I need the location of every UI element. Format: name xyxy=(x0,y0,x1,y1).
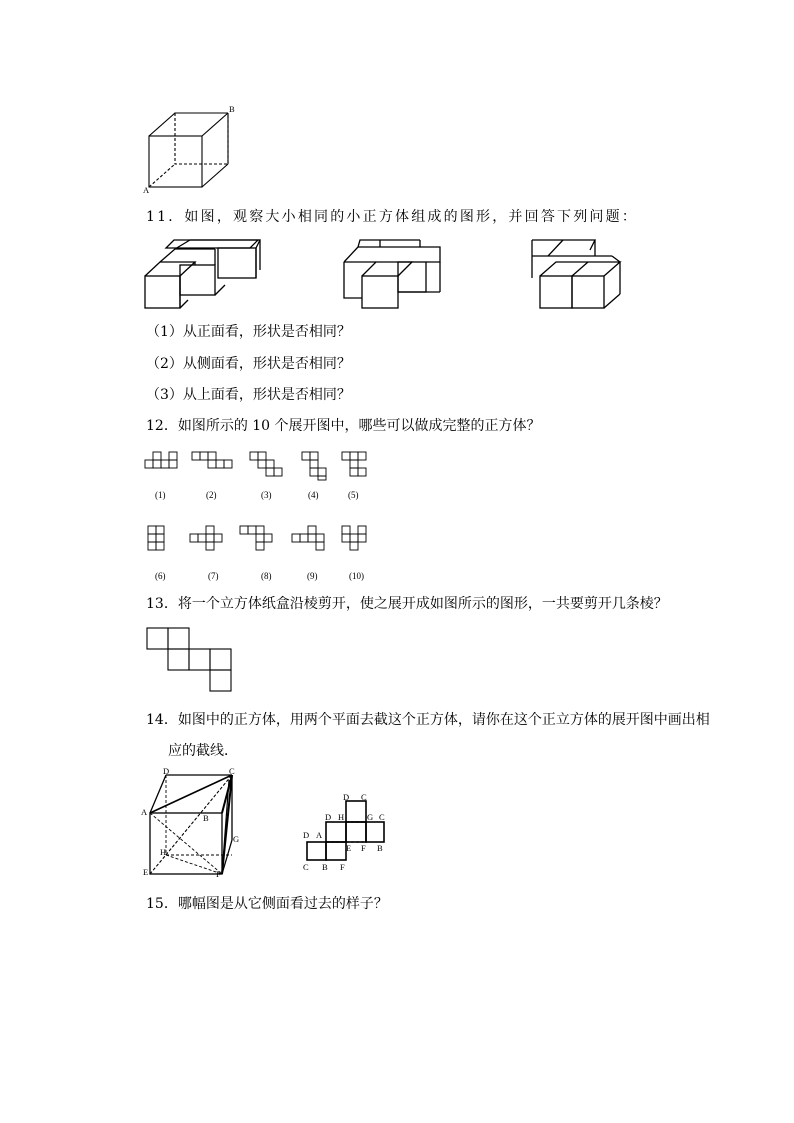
net-label-b2: B xyxy=(322,862,328,872)
cube-label-c: C xyxy=(229,766,235,776)
net-label-d2: D xyxy=(325,812,332,822)
question-14-line-2: 应的截线． xyxy=(168,743,238,759)
net-label-c3: C xyxy=(303,862,309,872)
cube-label-d: D xyxy=(163,766,170,776)
question-15-text: 15．哪幅图是从它侧面看过去的样子？ xyxy=(146,896,388,912)
caption-2: (2) xyxy=(206,490,217,500)
net-label-e: E xyxy=(346,843,352,853)
question-12-text: 12．如图所示的 10 个展开图中，哪些可以做成完整的正方体？ xyxy=(146,418,541,434)
net-label-c2: C xyxy=(379,812,385,822)
caption-7: (7) xyxy=(208,571,219,581)
net-label-d1: D xyxy=(343,792,350,802)
question-11-sub-1: （1）从正面看，形状是否相同？ xyxy=(146,324,351,340)
cube-label-b: B xyxy=(203,813,209,823)
caption-6: (6) xyxy=(155,571,166,581)
cube-label-e: E xyxy=(143,867,149,877)
net-label-c1: C xyxy=(361,792,367,802)
cube-label-h: H xyxy=(160,847,167,857)
net-label-d3: D xyxy=(303,830,310,840)
net-label-f1: F xyxy=(361,843,366,853)
cube-label-f: F xyxy=(216,869,221,879)
net-label-f2: F xyxy=(340,862,345,872)
caption-4: (4) xyxy=(308,490,319,500)
question-11-sub-3: （3）从上面看，形状是否相同？ xyxy=(146,387,351,403)
caption-10: (10) xyxy=(349,571,364,581)
net-label-a: A xyxy=(316,830,323,840)
caption-3: (3) xyxy=(261,490,272,500)
cube-label-a: A xyxy=(141,807,148,817)
vertex-label-a: A xyxy=(143,185,150,195)
net-label-b1: B xyxy=(377,843,383,853)
question-11-text: 11．如图，观察大小相同的小正方体组成的图形，并回答下列问题： xyxy=(146,209,639,225)
question-11-sub-2: （2）从侧面看，形状是否相同？ xyxy=(146,356,351,372)
caption-5: (5) xyxy=(348,490,359,500)
caption-8: (8) xyxy=(261,571,272,581)
caption-9: (9) xyxy=(307,571,318,581)
net-label-g: G xyxy=(367,812,374,822)
question-14-line-1: 14．如图中的正方体，用两个平面去截这个正方体，请你在这个正立方体的展开图中画出相 xyxy=(146,712,710,728)
net-label-h: H xyxy=(338,812,345,822)
caption-1: (1) xyxy=(155,490,166,500)
vertex-label-b: B xyxy=(229,104,235,114)
cube-label-g: G xyxy=(233,834,240,844)
question-13-text: 13．将一个立方体纸盒沿棱剪开，使之展开成如图所示的图形，一共要剪开几条棱？ xyxy=(146,596,668,612)
